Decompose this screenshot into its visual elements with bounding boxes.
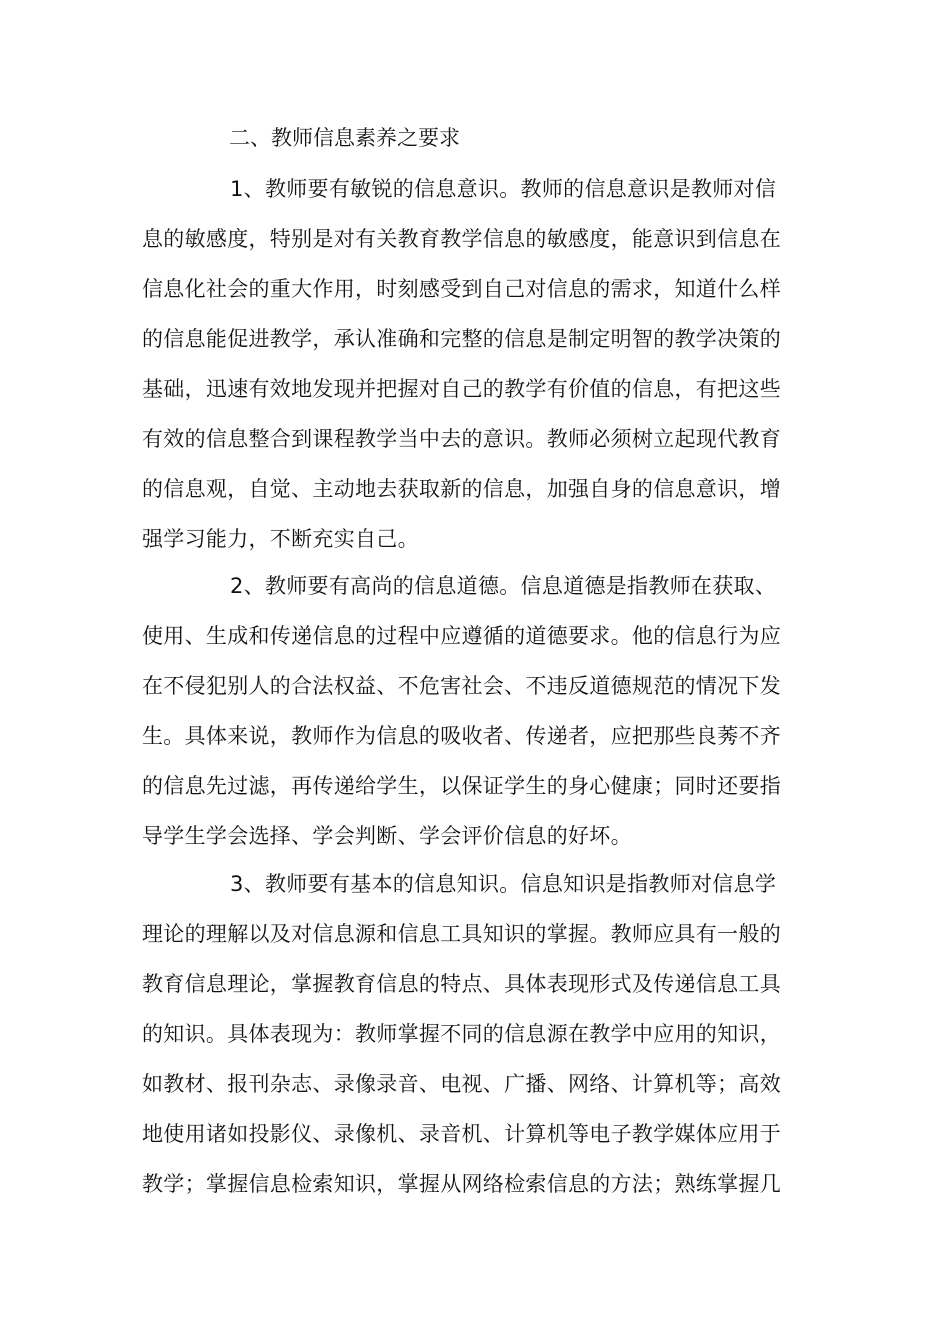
paragraph-line: 使用、生成和传递信息的过程中应遵循的道德要求。他的信息行为应 [142,624,781,648]
paragraph-line: 息的敏感度，特别是对有关教育教学信息的敏感度，能意识到信息在 [142,227,781,251]
paragraph-line: 教育信息理论，掌握教育信息的特点、具体表现形式及传递信息工具 [142,972,781,996]
paragraph-line: 教学；掌握信息检索知识，掌握从网络检索信息的方法；熟练掌握几 [142,1172,781,1196]
paragraph-information-knowledge [142,859,812,1209]
paragraph-line: 基础，迅速有效地发现并把握对自己的教学有价值的信息，有把这些 [142,377,781,401]
paragraph-line: 的信息先过滤，再传递给学生，以保证学生的身心健康；同时还要指 [142,774,781,798]
paragraph-line: 在不侵犯别人的合法权益、不危害社会、不违反道德规范的情况下发 [142,674,781,698]
paragraph-line: 2、教师要有高尚的信息道德。信息道德是指教师在获取、 [230,574,777,598]
paragraph-line: 生。具体来说，教师作为信息的吸收者、传递者，应把那些良莠不齐 [142,724,781,748]
paragraph-line: 理论的理解以及对信息源和信息工具知识的掌握。教师应具有一般的 [142,922,781,946]
paragraph-line: 地使用诸如投影仪、录像机、录音机、计算机等电子教学媒体应用于 [142,1122,781,1146]
paragraph-line: 如教材、报刊杂志、录像录音、电视、广播、网络、计算机等；高效 [142,1072,781,1096]
paragraph-line: 3、教师要有基本的信息知识。信息知识是指教师对信息学 [230,872,777,896]
paragraph-line: 1、教师要有敏锐的信息意识。教师的信息意识是教师对信 [230,177,777,201]
paragraph-line: 的信息能促进教学，承认准确和完整的信息是制定明智的教学决策的 [142,327,781,351]
paragraph-information-ethics [142,561,812,861]
paragraph-line: 的信息观，自觉、主动地去获取新的信息，加强自身的信息意识，增 [142,477,781,501]
section-heading: 二、教师信息素养之要求 [229,126,460,150]
paragraph-line: 导学生学会选择、学会判断、学会评价信息的好坏。 [142,824,632,848]
paragraph-information-awareness [142,164,812,564]
paragraph-line: 有效的信息整合到课程教学当中去的意识。教师必须树立起现代教育 [142,427,781,451]
paragraph-line: 强学习能力，不断充实自己。 [142,527,419,551]
paragraph-line: 的知识。具体表现为：教师掌握不同的信息源在教学中应用的知识， [142,1022,781,1046]
paragraph-line: 信息化社会的重大作用，时刻感受到自己对信息的需求，知道什么样 [142,277,781,301]
